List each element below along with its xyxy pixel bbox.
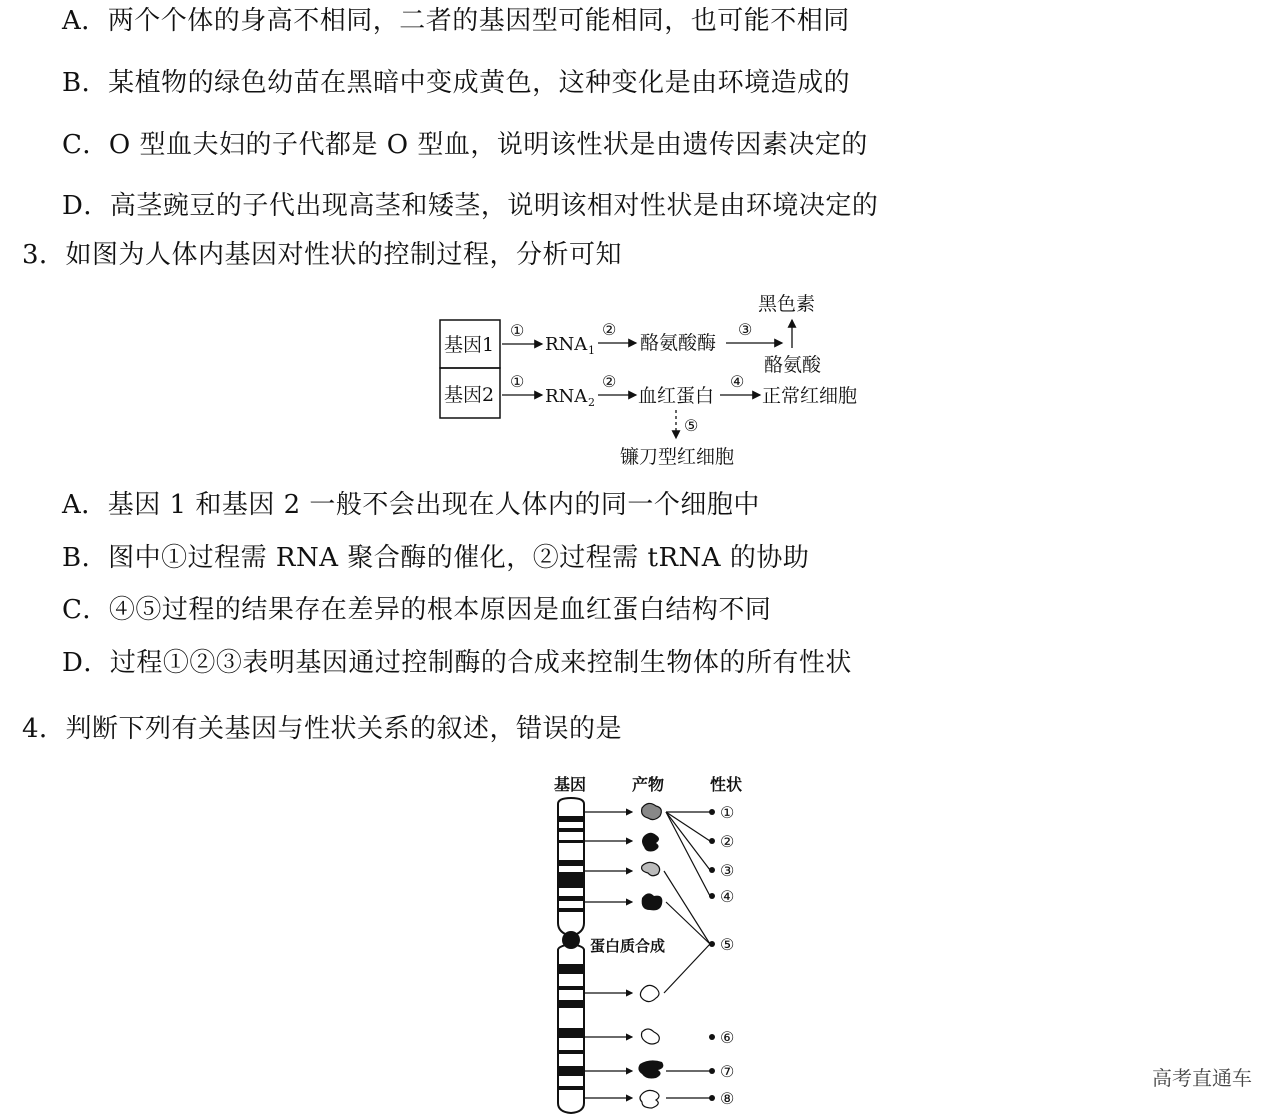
chromosome [558, 798, 584, 1113]
trait-8: ⑧ [720, 1089, 735, 1108]
trait-2: ② [720, 832, 735, 851]
q3-option-c: C．④⑤过程的结果存在差异的根本原因是血红蛋白结构不同 [62, 595, 772, 625]
step4-label: ④ [730, 372, 745, 391]
prev-option-c: C．O 型血夫妇的子代都是 O 型血，说明该性状是由遗传因素决定的 [62, 130, 868, 160]
prev-option-d: D．高茎豌豆的子代出现高茎和矮茎，说明该相对性状是由环境决定的 [62, 191, 879, 221]
gene2-label: 基因2 [444, 384, 495, 406]
trait-1: ① [720, 803, 735, 822]
header-gene: 基因 [554, 775, 587, 794]
prev-option-a: A．两个个体的身高不相同，二者的基因型可能相同，也可能不相同 [62, 6, 850, 36]
rna1-label: RNA [545, 334, 588, 355]
gene-control-diagram [430, 288, 880, 472]
gene1-label: 基因1 [444, 334, 495, 356]
melanin-label: 黑色素 [758, 293, 816, 315]
trait-3: ③ [720, 861, 735, 880]
question-3-stem: 3．如图为人体内基因对性状的控制过程，分析可知 [22, 240, 623, 270]
tyrosinase-label: 酪氨酸酶 [640, 332, 717, 354]
step5-label: ⑤ [684, 416, 699, 435]
hemoglobin-label: 血红蛋白 [638, 385, 715, 407]
trait-4: ④ [720, 887, 735, 906]
step1-label-row2: ① [510, 372, 525, 391]
rna2-label: RNA [545, 386, 588, 407]
q3-option-d: D．过程①②③表明基因通过控制酶的合成来控制生物体的所有性状 [62, 648, 852, 678]
question-4-stem: 4．判断下列有关基因与性状关系的叙述，错误的是 [22, 714, 623, 744]
tyrosine-label: 酪氨酸 [764, 354, 822, 376]
watermark: 高考直通车 [1152, 1066, 1252, 1090]
trait-6: ⑥ [720, 1028, 735, 1047]
step2-label-row1: ② [602, 320, 617, 339]
step2-label-row2: ② [602, 372, 617, 391]
q3-option-b: B．图中①过程需 RNA 聚合酶的催化，②过程需 tRNA 的协助 [62, 543, 810, 573]
header-trait: 性状 [710, 775, 743, 794]
q3-option-a: A．基因 1 和基因 2 一般不会出现在人体内的同一个细胞中 [62, 490, 760, 520]
rna2-subscript: 2 [588, 396, 595, 409]
trait-7: ⑦ [720, 1062, 735, 1081]
rna1-subscript: 1 [588, 344, 595, 357]
step3-label: ③ [738, 320, 753, 339]
gene-product-trait-diagram [540, 768, 770, 1114]
trait-5: ⑤ [720, 935, 735, 954]
protein-products [638, 803, 663, 1108]
sickle-rbc-label: 镰刀型红细胞 [620, 446, 735, 468]
normal-rbc-label: 正常红细胞 [762, 385, 858, 407]
step1-label-row1: ① [510, 321, 525, 340]
protein-synthesis-label: 蛋白质合成 [590, 937, 666, 955]
prev-option-b: B．某植物的绿色幼苗在黑暗中变成黄色，这种变化是由环境造成的 [62, 68, 851, 98]
header-product: 产物 [632, 775, 665, 794]
